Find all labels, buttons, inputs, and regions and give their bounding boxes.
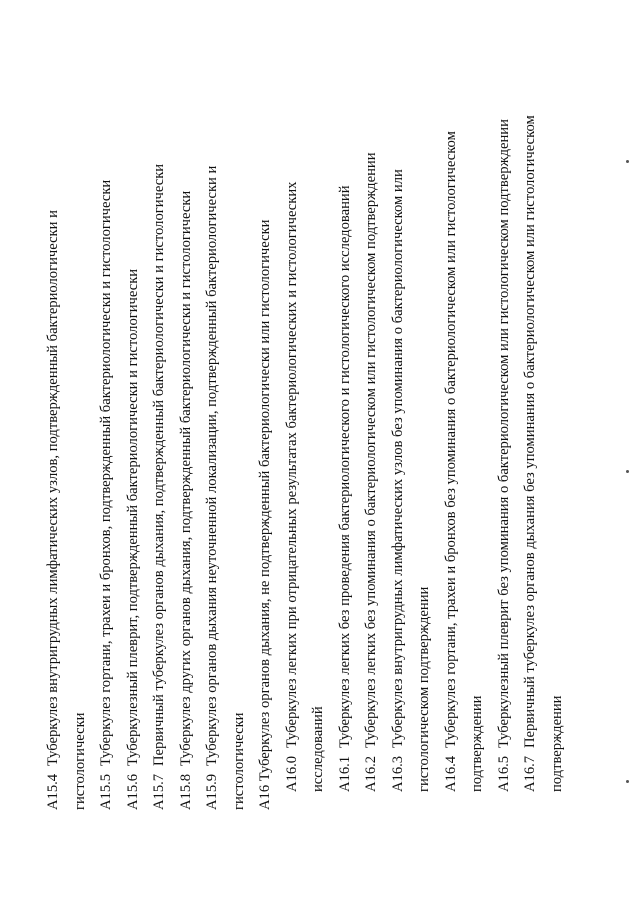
list-item bbox=[358, 90, 385, 810]
list-item bbox=[491, 90, 518, 810]
code-a16-7: A16.7 bbox=[522, 755, 538, 792]
entry-text: Первичный туберкулез органов дыхания, подтвержденный бактериологически и гистологически bbox=[151, 163, 167, 766]
code-a16-2: A16.2 bbox=[363, 755, 379, 792]
code-a16-0: A16.0 bbox=[283, 755, 300, 792]
entry-text: гистологическом подтверждении bbox=[416, 586, 432, 792]
list-item bbox=[173, 90, 200, 810]
list-item-continuation bbox=[226, 90, 253, 810]
entry-text: Туберкулез органов дыхания неуточненной локализации, подтвержденный бактериологически и bbox=[204, 165, 220, 766]
list-item bbox=[385, 90, 412, 810]
code-a16-5: A16.5 bbox=[495, 755, 512, 792]
entry-text: подтверждении bbox=[548, 695, 565, 792]
code-a16-4: A16.4 bbox=[442, 755, 459, 792]
rotated-text-block bbox=[40, 90, 570, 810]
list-item bbox=[517, 90, 544, 810]
code-a15-4: A15.4 bbox=[45, 773, 61, 810]
entry-text: Туберкулез легких без проведения бактериологического и гистологического исследований bbox=[336, 185, 353, 748]
list-item bbox=[199, 90, 226, 810]
code-a15-9: A15.9 bbox=[204, 773, 220, 810]
code-a16-1: A16.1 bbox=[336, 755, 353, 792]
group-heading-a16 bbox=[252, 90, 279, 810]
list-item bbox=[40, 90, 67, 810]
entry-text: Туберкулез внутригрудных лимфатических узлов, подтвержденный бактериологически и bbox=[45, 210, 61, 766]
entry-text: Первичный туберкулез органов дыхания без упоминания о бактериологическом или гистологическом bbox=[522, 115, 538, 748]
code-a15-8: A15.8 bbox=[177, 773, 194, 810]
entry-text: исследований bbox=[310, 706, 326, 792]
list-item-continuation bbox=[67, 90, 94, 810]
code-a16-3: A16.3 bbox=[389, 755, 406, 792]
code-a15-5: A15.5 bbox=[98, 773, 114, 810]
code-a15-6: A15.6 bbox=[124, 773, 141, 810]
scan-dot bbox=[626, 780, 629, 783]
list-item bbox=[279, 90, 306, 810]
list-item-continuation bbox=[411, 90, 438, 810]
list-item-continuation bbox=[544, 90, 571, 810]
list-item bbox=[146, 90, 173, 810]
entry-text: гистологически bbox=[71, 712, 88, 810]
entry-text: Туберкулез гортани, трахеи и бронхов, подтвержденный бактериологически и гистологически bbox=[98, 179, 114, 766]
list-item-continuation bbox=[464, 90, 491, 810]
entry-text: Туберкулезный плеврит, подтвержденный бактериологически и гистологически bbox=[124, 268, 141, 766]
scan-dot bbox=[626, 160, 629, 163]
entry-text: гистологически bbox=[230, 712, 247, 810]
group-heading-text: A16 Туберкулез органов дыхания, не подтвержденный бактериологически или гистологически bbox=[257, 219, 273, 810]
scan-dot bbox=[626, 470, 629, 473]
list-item bbox=[93, 90, 120, 810]
list-item bbox=[438, 90, 465, 810]
list-item bbox=[332, 90, 359, 810]
entry-text: подтверждении bbox=[469, 695, 485, 792]
list-item bbox=[120, 90, 147, 810]
list-item-continuation bbox=[305, 90, 332, 810]
code-a15-7: A15.7 bbox=[151, 773, 167, 810]
entry-text: Туберкулез легких при отрицательных результатах бактериологических и гистологических bbox=[283, 181, 300, 748]
entry-text: Туберкулезный плеврит без упоминания о бактериологическом или гистологическом подтверждении bbox=[495, 119, 512, 748]
entry-text: Туберкулез других органов дыхания, подтвержденный бактериологически и гистологически bbox=[177, 190, 194, 766]
entry-text: Туберкулез гортани, трахеи и бронхов без упоминания о бактериологическом или гистологическом bbox=[442, 131, 459, 748]
entry-text: Туберкулез легких без упоминания о бактериологическом или гистологическом подтверждении bbox=[363, 152, 379, 748]
entry-text: Туберкулез внутригрудных лимфатических узлов без упоминания о бактериологическом или bbox=[389, 169, 406, 748]
